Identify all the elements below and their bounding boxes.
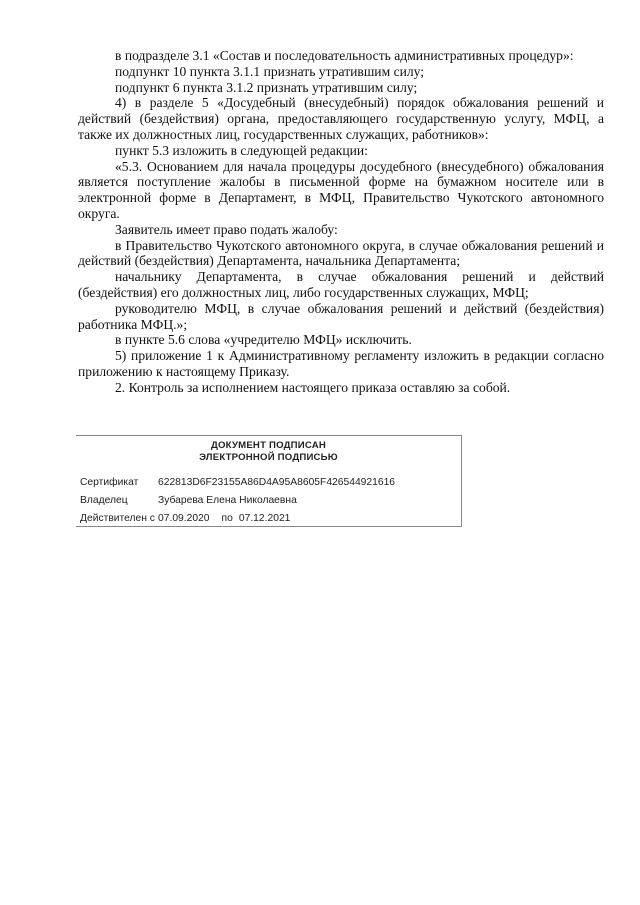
paragraph: в Правительство Чукотского автономного округа, в случае обжалования решений и действий (бездействия) Департамента, начальника Департамента; <box>78 237 604 269</box>
paragraph: руководителю МФЦ, в случае обжалования решений и действий (бездействия) работника МФЦ.»; <box>78 300 604 332</box>
paragraph: подпункт 6 пункта 3.1.2 признать утратившим силу; <box>115 79 418 95</box>
valid-from-value: 07.09.2020 <box>158 513 210 524</box>
owner-row <box>80 494 297 507</box>
certificate-row <box>80 476 395 489</box>
valid-to-value: 07.12.2021 <box>238 513 291 524</box>
paragraph: в подразделе 3.1 «Состав и последовательность административных процедур»: <box>115 48 574 63</box>
paragraph: пункт 5.3 изложить в следующей редакции: <box>115 142 368 158</box>
document-body <box>78 48 604 396</box>
paragraph: 2. Контроль за исполнением настоящего приказа оставляю за собой. <box>115 379 511 395</box>
paragraph: в пункте 5.6 слова «учредителю МФЦ» исключить. <box>115 332 412 348</box>
electronic-signature-stamp <box>76 435 462 527</box>
stamp-title-line-2: ЭЛЕКТРОННОЙ ПОДПИСЬЮ <box>199 452 338 463</box>
validity-row <box>80 512 290 525</box>
paragraph: 5) приложение 1 к Административному регламенту изложить в редакции согласно приложению к настоящему Приказу. <box>78 348 604 379</box>
paragraph: начальнику Департамента, в случае обжалования решений и действий (бездействия) его должностных лиц, либо государственных служащих, МФЦ; <box>78 269 604 300</box>
valid-to-label: по <box>221 513 233 524</box>
paragraph: подпункт 10 пункта 3.1.1 признать утратившим силу; <box>115 63 425 79</box>
validity-label: Действителен с <box>80 513 155 524</box>
paragraph: Заявитель имеет право подать жалобу: <box>115 221 338 237</box>
paragraph: «5.3. Основанием для начала процедуры досудебного (внесудебного) обжалования является поступление жалобы в письменной форме на бумажном носителе или в электронной форме в Департамент, в МФЦ, Правительство Чукотского автономного округа. <box>78 158 604 221</box>
certificate-label: Сертификат <box>80 477 139 488</box>
owner-value: Зубарева Елена Николаевна <box>158 495 297 506</box>
stamp-title <box>76 440 461 464</box>
owner-label: Владелец <box>80 495 128 506</box>
paragraph: 4) в разделе 5 «Досудебный (внесудебный) порядок обжалования решений и действий (бездействия) органа, предоставляющего государственную услугу, МФЦ, а также их должностных лиц, государственных служащих, работников»: <box>78 95 604 142</box>
certificate-value: 622813D6F23155A86D4A95A8605F426544921616 <box>158 477 396 488</box>
stamp-title-line-1: ДОКУМЕНТ ПОДПИСАН <box>210 440 326 451</box>
